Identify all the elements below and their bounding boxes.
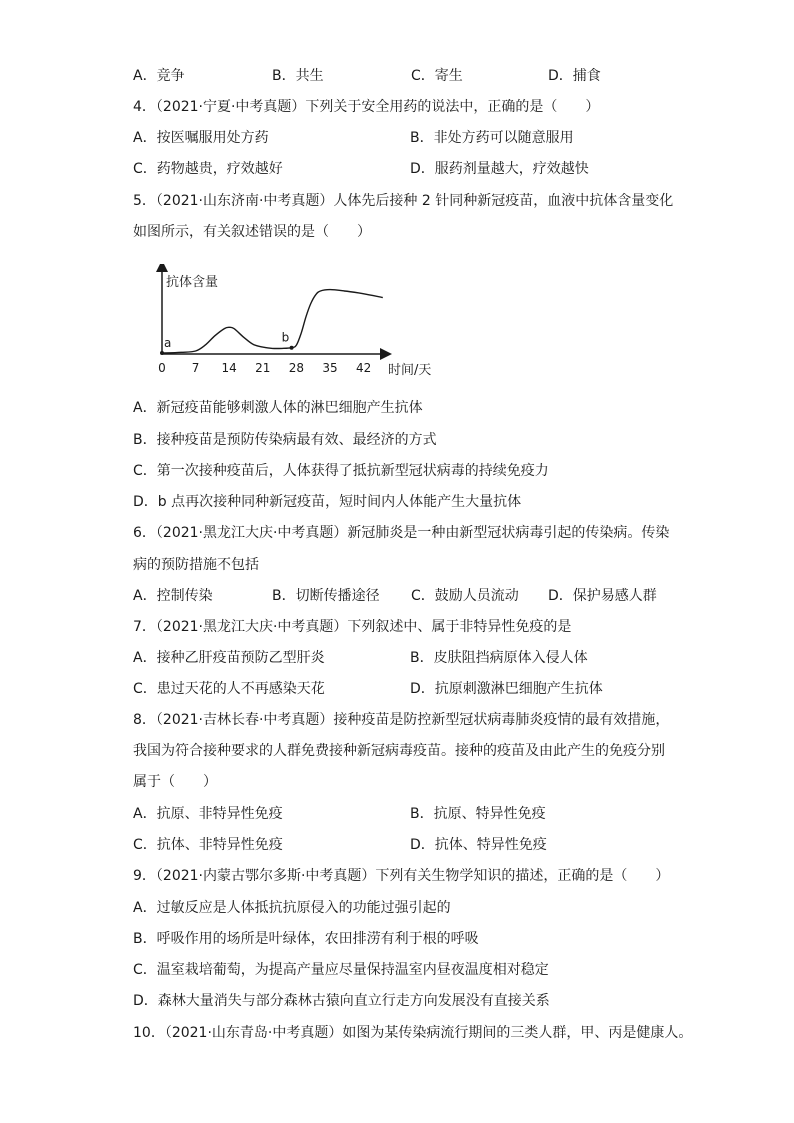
q6-option-a[interactable]: A．控制传染 bbox=[133, 588, 213, 604]
q6-stem-line2: 病的预防措施不包括 bbox=[133, 557, 259, 573]
y-axis-label: 抗体含量 bbox=[166, 275, 219, 290]
q3-options bbox=[133, 66, 713, 86]
q9-option-d[interactable]: D．森林大量消失与部分森林古猿向直立行走方向发展没有直接关系 bbox=[133, 993, 550, 1009]
x-tick-0: 0 bbox=[158, 361, 166, 375]
q7-option-d[interactable]: D．抗原刺激淋巴细胞产生抗体 bbox=[410, 681, 603, 697]
q8-stem-line2: 我国为符合接种要求的人群免费接种新冠病毒疫苗。接种的疫苗及由此产生的免疫分别 bbox=[133, 743, 665, 759]
q7-stem: 7．（2021·黑龙江大庆·中考真题）下列叙述中、属于非特异性免疫的是 bbox=[133, 619, 572, 635]
x-tick-14: 14 bbox=[221, 361, 237, 375]
x-tick-42: 42 bbox=[355, 361, 372, 375]
x-tick-7: 7 bbox=[191, 361, 200, 375]
q7-option-c[interactable]: C．患过天花的人不再感染天花 bbox=[133, 681, 325, 697]
q7-options-row1 bbox=[133, 648, 713, 668]
q3-option-a[interactable]: A．竞争 bbox=[133, 68, 185, 84]
q7-options-row2 bbox=[133, 679, 713, 699]
q9-stem: 9．（2021·内蒙古鄂尔多斯·中考真题）下列有关生物学知识的描述，正确的是（ ） bbox=[133, 868, 670, 884]
q5-option-b[interactable]: B．接种疫苗是预防传染病最有效、最经济的方式 bbox=[133, 432, 437, 448]
q8-option-c[interactable]: C．抗体、非特异性免疫 bbox=[133, 837, 283, 853]
x-tick-28: 28 bbox=[288, 361, 305, 375]
q5-stem-line2: 如图所示，有关叙述错误的是（ ） bbox=[133, 224, 371, 240]
q8-option-a[interactable]: A．抗原、非特异性免疫 bbox=[133, 806, 283, 822]
q5-option-d[interactable]: D．b 点再次接种同种新冠疫苗，短时间内人体能产生大量抗体 bbox=[133, 494, 522, 510]
q4-options-row1 bbox=[133, 128, 713, 148]
antibody-series-line bbox=[162, 290, 383, 353]
x-tick-labels bbox=[158, 361, 371, 375]
x-tick-35: 35 bbox=[322, 361, 338, 375]
q4-option-a[interactable]: A．按医嘱服用处方药 bbox=[133, 130, 269, 146]
q8-stem-line1: 8．（2021·吉林长春·中考真题）接种疫苗是防控新型冠状病毒肺炎疫情的最有效措施， bbox=[133, 712, 670, 728]
q7-option-a[interactable]: A．接种乙肝疫苗预防乙型肝炎 bbox=[133, 650, 325, 666]
q7-option-b[interactable]: B．皮肤阻挡病原体入侵人体 bbox=[410, 650, 588, 666]
q4-option-d[interactable]: D．服药剂量越大，疗效越快 bbox=[410, 161, 589, 177]
q5-option-a[interactable]: A．新冠疫苗能够刺激人体的淋巴细胞产生抗体 bbox=[133, 400, 423, 416]
q6-option-c[interactable]: C．鼓励人员流动 bbox=[411, 588, 519, 604]
x-axis-label: 时间/天 bbox=[388, 363, 432, 378]
q8-options-row2 bbox=[133, 835, 713, 855]
point-a-label: a bbox=[164, 336, 172, 350]
q3-option-d[interactable]: D．捕食 bbox=[548, 68, 601, 84]
x-tick-21: 21 bbox=[255, 361, 271, 375]
point-a-marker bbox=[160, 351, 164, 355]
q8-option-b[interactable]: B．抗原、特异性免疫 bbox=[410, 806, 546, 822]
q4-option-c[interactable]: C．药物越贵，疗效越好 bbox=[133, 161, 283, 177]
q6-stem-line1: 6．（2021·黑龙江大庆·中考真题）新冠肺炎是一种由新型冠状病毒引起的传染病。传染 bbox=[133, 525, 670, 541]
chart-annotations bbox=[160, 331, 294, 355]
q4-stem: 4．（2021·宁夏·中考真题）下列关于安全用药的说法中，正确的是（ ） bbox=[133, 99, 600, 115]
q4-option-b[interactable]: B．非处方药可以随意服用 bbox=[410, 130, 574, 146]
q5-stem-line1: 5．（2021·山东济南·中考真题）人体先后接种 2 针同种新冠疫苗，血液中抗体含量变化 bbox=[133, 193, 674, 209]
q3-option-b[interactable]: B．共生 bbox=[272, 68, 324, 84]
q6-option-b[interactable]: B．切断传播途径 bbox=[272, 588, 380, 604]
q9-option-a[interactable]: A．过敏反应是人体抵抗抗原侵入的功能过强引起的 bbox=[133, 900, 451, 916]
point-b-marker bbox=[290, 346, 294, 350]
q6-option-d[interactable]: D．保护易感人群 bbox=[548, 588, 657, 604]
q8-stem-line3: 属于（ ） bbox=[133, 774, 217, 790]
q10-stem: 10．（2021·山东青岛·中考真题）如图为某传染病流行期间的三类人群，甲、丙是健康人。 bbox=[133, 1025, 693, 1041]
q8-options-row1 bbox=[133, 804, 713, 824]
q8-option-d[interactable]: D．抗体、特异性免疫 bbox=[410, 837, 547, 853]
q3-option-c[interactable]: C．寄生 bbox=[411, 68, 463, 84]
antibody-chart bbox=[146, 264, 456, 382]
q5-option-c[interactable]: C．第一次接种疫苗后，人体获得了抵抗新型冠状病毒的持续免疫力 bbox=[133, 463, 549, 479]
q4-options-row2 bbox=[133, 159, 713, 179]
q9-option-b[interactable]: B．呼吸作用的场所是叶绿体，农田排涝有利于根的呼吸 bbox=[133, 931, 479, 947]
point-b-label: b bbox=[281, 330, 290, 345]
q6-options bbox=[133, 586, 713, 606]
q9-option-c[interactable]: C．温室栽培葡萄，为提高产量应尽量保持温室内昼夜温度相对稳定 bbox=[133, 962, 549, 978]
